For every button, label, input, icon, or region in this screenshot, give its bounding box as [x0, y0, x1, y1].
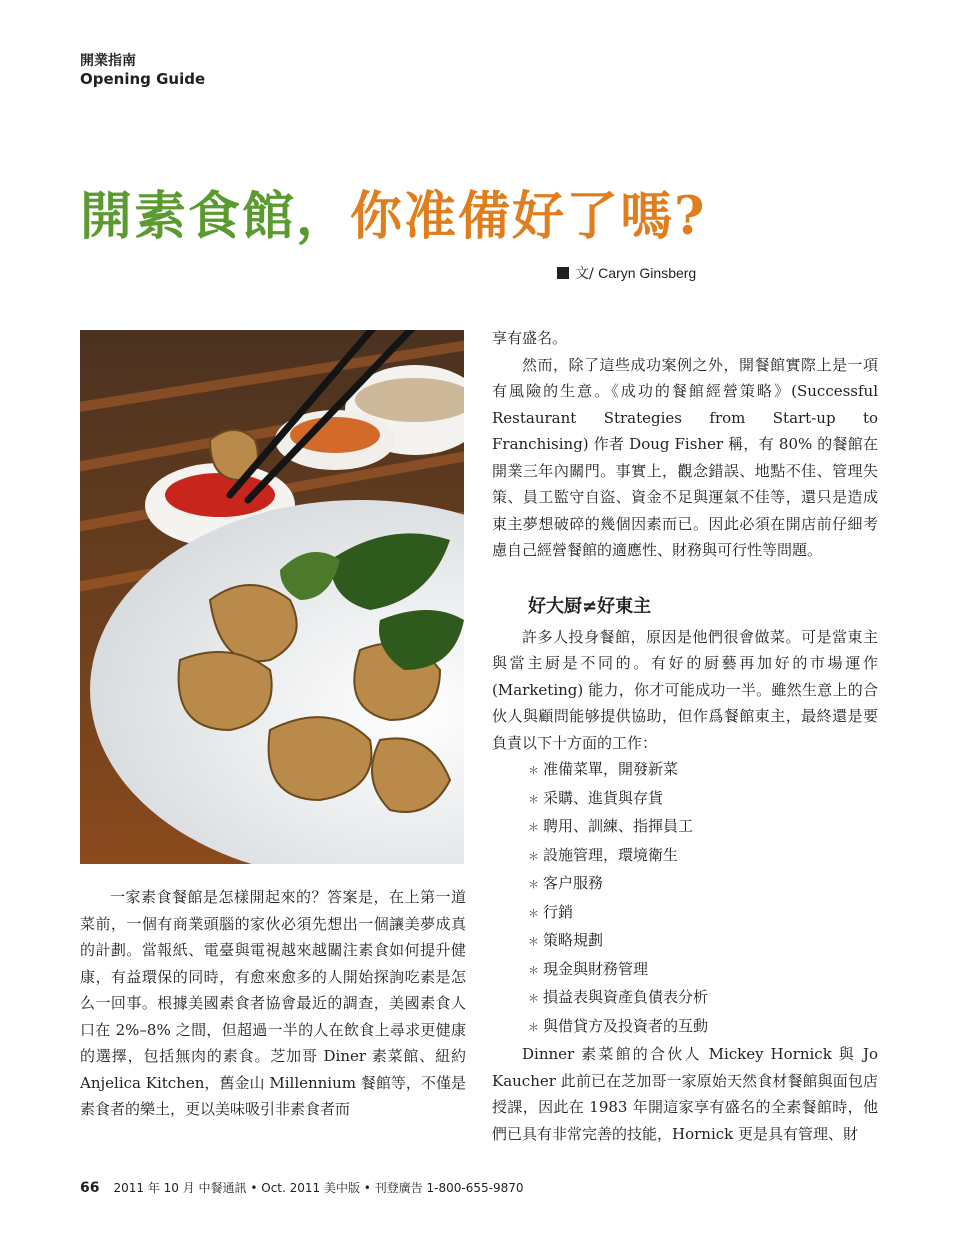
byline-square-icon	[557, 267, 569, 279]
byline	[557, 263, 696, 283]
list-item: ＊ 策略規劃	[528, 927, 878, 956]
headline-part-orange: 你准備好了嗎?	[350, 186, 707, 247]
subheading: 好大厨≠好東主	[528, 595, 652, 617]
duties-list	[492, 756, 878, 1041]
section-label-zh: 開業指南	[80, 53, 136, 69]
list-item: ＊ 與借貸方及投資者的互動	[528, 1013, 878, 1042]
list-item: ＊ 設施管理，環境衛生	[528, 842, 878, 871]
list-item: ＊ 行銷	[528, 899, 878, 928]
right-paragraph-3: Dinner 素菜館的合伙人 Mickey Hornick 與 Jo Kaucher 此前已在芝加哥一家原始天然食材餐館與面包店授課，因此在 1983 年開這家享有盛名的全素餐館時，他們已具有非常完善的技能，Hornick 更是具有管理、財	[492, 1045, 878, 1143]
section-label-en: Opening Guide	[80, 70, 206, 88]
right-column	[492, 325, 878, 1147]
byline-author: Caryn Ginsberg	[598, 265, 697, 281]
list-item: ＊ 客户服務	[528, 870, 878, 899]
right-paragraph-1: 然而，除了這些成功案例之外，開餐館實際上是一項有風險的生意。《成功的餐館經營策略》(Successful Restaurant Strategies from Start-up to Franchising) 作者 Doug Fisher 稱，有 80% 的餐館在開業三年內關門。事實上，觀念錯誤、地點不佳、管理失策、員工監守自盜、資金不足與運氣不佳等，還只是造成東主夢想破碎的幾個因素而已。因此必須在開店前仔細考慮自己經營餐館的適應性、財務與可行性等問題。	[492, 355, 878, 559]
footer-text: 2011 年 10 月 中餐通訊 • Oct. 2011 美中版 • 刊登廣告 1-800-655-9870	[113, 1181, 524, 1195]
article-headline	[80, 186, 707, 248]
list-item: ＊ 損益表與資產負債表分析	[528, 984, 878, 1013]
left-column	[80, 884, 466, 1123]
page-footer	[80, 1179, 523, 1196]
right-paragraph-2: 許多人投身餐館，原因是他們很會做菜。可是當東主與當主厨是不同的。有好的厨藝再加好的市場運作 (Marketing) 能力，你才可能成功一半。雖然生意上的合伙人與顧問能够提供協助，但作爲餐館東主，最終還是要負責以下十方面的工作：	[492, 627, 878, 752]
section-tag	[80, 52, 205, 88]
left-paragraph: 一家素食餐館是怎樣開起來的？答案是，在上第一道菜前，一個有商業頭腦的家伙必須先想出一個讓美夢成真的計劃。當報紙、電臺與電視越來越關注素食如何提升健康，有益環保的同時，有愈來愈多的人開始探詢吃素是怎么一回事。根據美國素食者協會最近的調查，美國素食人口在 2%–8% 之間，但超過一半的人在飲食上尋求更健康的選擇，包括無肉的素食。芝加哥 Diner 素菜館、紐約 Anjelica Kitchen，舊金山 Millennium 餐館等，不僅是素食者的樂土，更以美味吸引非素食者而	[80, 888, 466, 1118]
byline-prefix: 文/	[575, 266, 594, 282]
list-item: ＊ 現金與財務管理	[528, 956, 878, 985]
fried-vegetarian-food-photo	[80, 330, 464, 864]
headline-part-green: 開素食館，	[80, 186, 351, 247]
right-paragraph-continued: 享有盛名。	[492, 329, 568, 347]
list-item: ＊ 聘用、訓練、指揮員工	[528, 813, 878, 842]
list-item: ＊ 准備菜單，開發新菜	[528, 756, 878, 785]
list-item: ＊ 采購、進貨與存貨	[528, 785, 878, 814]
page-number: 66	[80, 1180, 100, 1196]
